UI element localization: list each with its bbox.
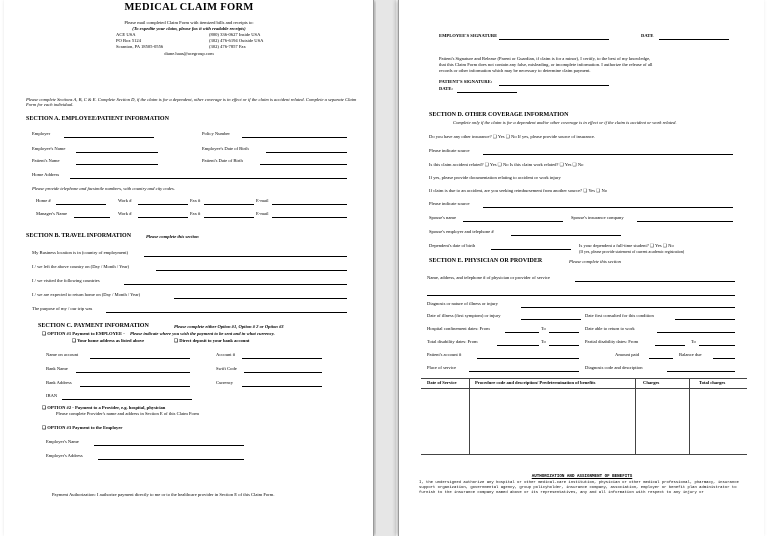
table-bottom-rule (421, 454, 747, 455)
bank-name-label: Bank Name (46, 366, 68, 371)
travel-field-2[interactable] (156, 270, 347, 271)
section-c-heading: SECTION C. PAYMENT INFORMATION (38, 323, 149, 329)
table-col-divider-3 (689, 378, 690, 454)
diagnosis-code-field[interactable] (667, 371, 735, 372)
section-c-note: Please complete either Option #1, Option # 2 or Option #3 (174, 324, 284, 329)
home-phone-field[interactable] (56, 204, 106, 205)
instructions: Please complete Sections A, B, C & E. Complete Section D, if the claim is for a dependent, other coverage is in effect or if the claim is accident related. Complete a separate Claim Form for each individual. (26, 97, 357, 108)
contact-email: diane.haas@acegroup.com (164, 51, 214, 56)
dependent-dob-label: Dependent's date of birth (429, 243, 476, 248)
spouse-name-field[interactable] (463, 221, 563, 222)
release-text-3: records or other information which may be necessary to determine claim payment. (439, 68, 591, 73)
first-consult-label: Date first consulted for this condition (585, 313, 654, 318)
hospital-to-field[interactable] (549, 332, 579, 333)
manager-email-label: E-mail (256, 211, 269, 216)
documentation-note: If yes, please provide documentation relating to accident or work injury (429, 175, 561, 180)
intro-line-1: Please mail completed Claim Form with itemized bills and receipts to: (124, 20, 254, 25)
work-text: Is this claim work related? (509, 162, 559, 167)
patient-signature-field[interactable] (499, 85, 609, 86)
bank-name-field[interactable] (76, 372, 190, 373)
hospital-from-field[interactable] (505, 332, 539, 333)
table-col-divider-2 (635, 378, 636, 454)
employer-address-field[interactable] (98, 459, 244, 460)
section-d-note: Complete only if the claim is for a dependent and/or other coverage is in effect or if the claim is accident or work related. (453, 120, 677, 125)
form-title: MEDICAL CLAIM FORM (124, 2, 254, 13)
table-header-date: Date of Service (427, 380, 457, 385)
currency-label: Currency (216, 380, 234, 385)
patient-name-field[interactable] (76, 164, 158, 165)
illness-date-field[interactable] (521, 319, 581, 320)
spouse-insurance-field[interactable] (637, 221, 733, 222)
travel-line-2: I / we left the above country on (Day / Month / Year) (32, 264, 130, 269)
address-left-2: PO Box 5124 (116, 38, 142, 43)
travel-line-4: I / we are expected to return home on (Day / Month / Year) (32, 292, 141, 297)
provider-label: Name, address, and telephone # of physician or provider of service (427, 275, 550, 280)
home-address-option[interactable]: ❑ Your home address as listed above (72, 338, 145, 343)
work-phone-label: Work # (118, 198, 132, 203)
manager-name-field[interactable] (74, 217, 110, 218)
address-right-1: (800) 336-0627 Inside USA (209, 32, 261, 37)
employee-name-field[interactable] (76, 152, 158, 153)
indicate-source-field-2[interactable] (483, 207, 733, 208)
patient-account-label: Patient's account # (427, 352, 462, 357)
employee-dob-field[interactable] (266, 152, 347, 153)
account-number-label: Account # (216, 352, 236, 357)
other-ins-no[interactable]: No (511, 134, 517, 139)
manager-fax-field[interactable] (204, 217, 254, 218)
name-on-account-field[interactable] (90, 358, 190, 359)
direct-deposit-option[interactable]: ❑ Direct deposit to your bank account (174, 338, 250, 343)
travel-line-1: My Business location is in (country of employment) (32, 250, 129, 255)
manager-email-field[interactable] (272, 217, 347, 218)
option-3-text: OPTION #3 Payment to the Employer (47, 425, 123, 430)
table-col-divider-1 (469, 378, 470, 454)
travel-field-4[interactable] (174, 298, 347, 299)
home-address-field[interactable] (70, 178, 347, 179)
patient-date-field[interactable] (457, 92, 517, 93)
manager-work-field[interactable] (138, 217, 188, 218)
partial-disability-from-field[interactable] (655, 345, 685, 346)
authorization-heading: AUTHORIZATION AND ASSIGNMENT OF BENEFITS (531, 475, 633, 479)
student-yes[interactable]: Yes (655, 243, 662, 248)
travel-line-3: I / we visited the following countries (32, 278, 100, 283)
spouse-insurance-label: Spouse's insurance company (571, 215, 624, 220)
amount-paid-label: Amount paid (615, 352, 640, 357)
iban-label: IBAN (46, 393, 58, 398)
employer-name-label: Employer's Name (46, 439, 79, 444)
indicate-source-label-2: Please indicate source (429, 201, 470, 206)
table-header-total: Total charges (699, 380, 726, 385)
manager-work-label: Work # (118, 211, 132, 216)
employer-label: Employer (32, 131, 51, 136)
email-label: E-mail (256, 198, 269, 203)
manager-name-label: Manager's Name (36, 211, 68, 216)
employee-date-label: DATE (641, 33, 654, 38)
swift-code-field[interactable] (244, 372, 322, 373)
patient-name-label: Patient's Name (32, 158, 60, 163)
bank-address-field[interactable] (80, 386, 190, 387)
provider-field-2[interactable] (427, 295, 735, 296)
work-phone-field[interactable] (138, 204, 188, 205)
claim-form-page-1 (4, 0, 374, 536)
employer-field[interactable] (64, 137, 154, 138)
policy-number-label: Policy Number (202, 131, 230, 136)
section-b-heading: SECTION B. TRAVEL INFORMATION (26, 233, 132, 239)
currency-field[interactable] (242, 386, 322, 387)
email-field[interactable] (272, 204, 347, 205)
option-1-note: Please indicate where you wish the payment to be sent and in what currency. (130, 331, 275, 336)
section-d-heading: SECTION D. OTHER COVERAGE INFORMATION (429, 112, 569, 118)
address-left-1: ACE USA (116, 32, 136, 37)
dependent-dob-field[interactable] (491, 249, 571, 250)
reimbursement-question: If claim is due to an accident, are you seeking reimbursement from another source? ❑ Yes ❑ No (429, 188, 608, 193)
indicate-source-label: Please indicate source (429, 148, 470, 153)
payment-authorization: Payment Authorization: I authorize payment directly to me or to the healthcare provider in Section E of this Claim Form. (52, 492, 275, 497)
travel-field-1[interactable] (144, 256, 347, 257)
spouse-employer-label: Spouse's employer and telephone # (429, 229, 494, 234)
page-gap (376, 0, 396, 536)
accident-work-question: Is this claim accident related? ❑ Yes ❑ No Is this claim work related? ❑ Yes ❑ No (429, 162, 584, 167)
first-consult-field[interactable] (675, 319, 735, 320)
manager-fax-label: Fax # (190, 211, 201, 216)
partial-disability-label: Partial disability dates: From (585, 339, 639, 344)
total-disability-label: Total disability dates: From (427, 339, 478, 344)
patient-dob-field[interactable] (260, 164, 347, 165)
claim-form-page-2 (398, 0, 764, 536)
employee-dob-label: Employee's Date of Birth (202, 146, 249, 151)
hospital-to-label: To (541, 326, 546, 331)
release-text-1: Patient's Signature and Release (Parent or Guardian, if claim is for a minor), I certify, to the best of my knowledge, (439, 56, 651, 61)
table-header-procedure: Procedure code and description/ Predetermination of benefits (475, 380, 596, 385)
partial-disability-to-field[interactable] (699, 345, 735, 346)
fax-label: Fax # (190, 198, 201, 203)
spouse-employer-field[interactable] (511, 235, 621, 236)
accident-text: Is this claim accident related? (429, 162, 484, 167)
other-ins-tail: If yes, please provide source of insurance. (517, 134, 596, 139)
diagnosis-label: Diagnosis or nature of illness or injury (427, 301, 498, 306)
address-left-3: Scranton, PA 18505-0556 (116, 44, 164, 49)
return-work-label: Date able to return to work (585, 326, 635, 331)
option-2-label[interactable]: ❑ OPTION #2 - Payment to a Provider, e.g. hospital, physician (42, 405, 166, 410)
option-2-text: OPTION #2 - Payment to a Provider, e.g. hospital, physician (47, 405, 166, 410)
travel-field-5[interactable] (106, 312, 347, 313)
patient-dob-label: Patient's Date of Birth (202, 158, 243, 163)
section-a-heading: SECTION A. EMPLOYEE/PATIENT INFORMATION (26, 116, 169, 122)
return-work-field[interactable] (657, 332, 735, 333)
section-e-heading: SECTION E. PHYSICIAN OR PROVIDER (429, 258, 543, 264)
work-yes[interactable]: Yes (564, 162, 572, 167)
other-insurance-question: Do you have any other insurance? ❑ Yes ❑ No If yes, please provide source of insurance. (429, 134, 596, 139)
patient-date-label: DATE: (439, 86, 453, 91)
home-address-option-text: Your home address as listed above (77, 338, 145, 343)
direct-deposit-option-text: Direct deposit to your bank account (179, 338, 250, 343)
intro-line-2: (To expedite your claim, please fax it with readable receipts) (132, 26, 246, 31)
student-note: (If yes, please provide statement of current academic registration) (579, 249, 685, 254)
work-no[interactable]: No (577, 162, 584, 167)
reimbursement-text: If claim is due to an accident, are you seeking reimbursement from another source? (429, 188, 583, 193)
account-number-field[interactable] (242, 358, 322, 359)
fax-field[interactable] (204, 204, 254, 205)
bank-address-label: Bank Address (46, 380, 72, 385)
authorization-text: I, the undersigned authorize any hospital or other medical-care institution, physician or other medical professional, pharmacy, insurance support organization, governmental agency, group policyholder, insurance company, association, employer or benefit plan administrator to furnish to the insurance company named above or its representatives, any and all information with respect to any injury or (419, 481, 739, 496)
total-disability-from-field[interactable] (497, 345, 539, 346)
total-disability-to-field[interactable] (549, 345, 579, 346)
other-insurance-text: Do you have any other insurance? (429, 134, 492, 139)
employee-signature-field[interactable] (499, 39, 609, 40)
partial-disability-to-label: To (691, 339, 696, 344)
section-b-note: Please complete this section (146, 234, 199, 239)
employee-date-field[interactable] (659, 39, 729, 40)
swift-code-label: Swift Code (216, 366, 237, 371)
spouse-name-label: Spouse's name (429, 215, 456, 220)
option-1-label[interactable]: ❑ OPTION #1 Payment to EMPLOYEE - (42, 331, 125, 336)
table-header-charges: Charges (643, 380, 660, 385)
section-e-note: Please complete this section (569, 259, 621, 264)
place-of-service-label: Place of service (427, 365, 457, 370)
balance-due-label: Balance due (679, 352, 702, 357)
accident-yes[interactable]: Yes (489, 162, 497, 167)
other-ins-yes[interactable]: Yes (497, 134, 505, 139)
diagnosis-field[interactable] (521, 307, 735, 308)
balance-due-field[interactable] (713, 358, 735, 359)
phone-note: Please provide telephone and facsimile numbers, with country and city codes. (32, 186, 175, 191)
amount-paid-field[interactable] (649, 358, 673, 359)
address-right-3: (302) 476-7857 Fax (209, 44, 246, 49)
option-1-text: OPTION #1 Payment to EMPLOYEE - (47, 331, 125, 336)
home-phone-label: Home # (36, 198, 51, 203)
accident-no[interactable]: No (502, 162, 509, 167)
iban-field[interactable] (62, 399, 192, 400)
travel-line-5: The purpose of my / our trip was (32, 306, 93, 311)
indicate-source-field[interactable] (483, 154, 733, 155)
diagnosis-code-label: Diagnosis code and description (585, 365, 643, 370)
option-2-note: Please complete Provider's name and address in Section E of this Claim Form (56, 411, 199, 416)
name-on-account-label: Name on account (46, 352, 79, 357)
employer-name-field[interactable] (94, 445, 244, 446)
option-3-label[interactable]: ❑ OPTION #3 Payment to the Employer (42, 425, 123, 430)
reimb-no[interactable]: No (601, 188, 608, 193)
student-question: Is your dependent a full-time student? ❑ Yes ❑ No (579, 243, 674, 248)
place-of-service-field[interactable] (469, 371, 579, 372)
provider-field[interactable] (575, 281, 735, 282)
student-no[interactable]: No (668, 243, 674, 248)
patient-signature-label: PATIENT'S SIGNATURE: (439, 79, 493, 84)
home-address-label: Home Address (32, 172, 60, 177)
student-text: Is your dependent a full-time student? (579, 243, 649, 248)
release-text-2: that this Claim Form does not contain any false, misleading, or incomplete information. I authorize the release of all (439, 62, 653, 67)
hospital-from-label: Hospital confinement dates: From (427, 326, 490, 331)
employee-name-label: Employee's Name (32, 146, 66, 151)
policy-number-field[interactable] (242, 137, 347, 138)
total-disability-to-label: To (541, 339, 546, 344)
travel-field-3[interactable] (124, 284, 347, 285)
patient-account-field[interactable] (477, 358, 579, 359)
reimb-yes[interactable]: Yes (588, 188, 596, 193)
illness-date-label: Date of illness (first symptom) or injury (427, 313, 501, 318)
employee-signature-label: EMPLOYEE'S SIGNATURE (439, 33, 498, 38)
address-right-2: (302) 476-6194 Outside USA (209, 38, 264, 43)
employer-address-label: Employer's Address (46, 453, 83, 458)
